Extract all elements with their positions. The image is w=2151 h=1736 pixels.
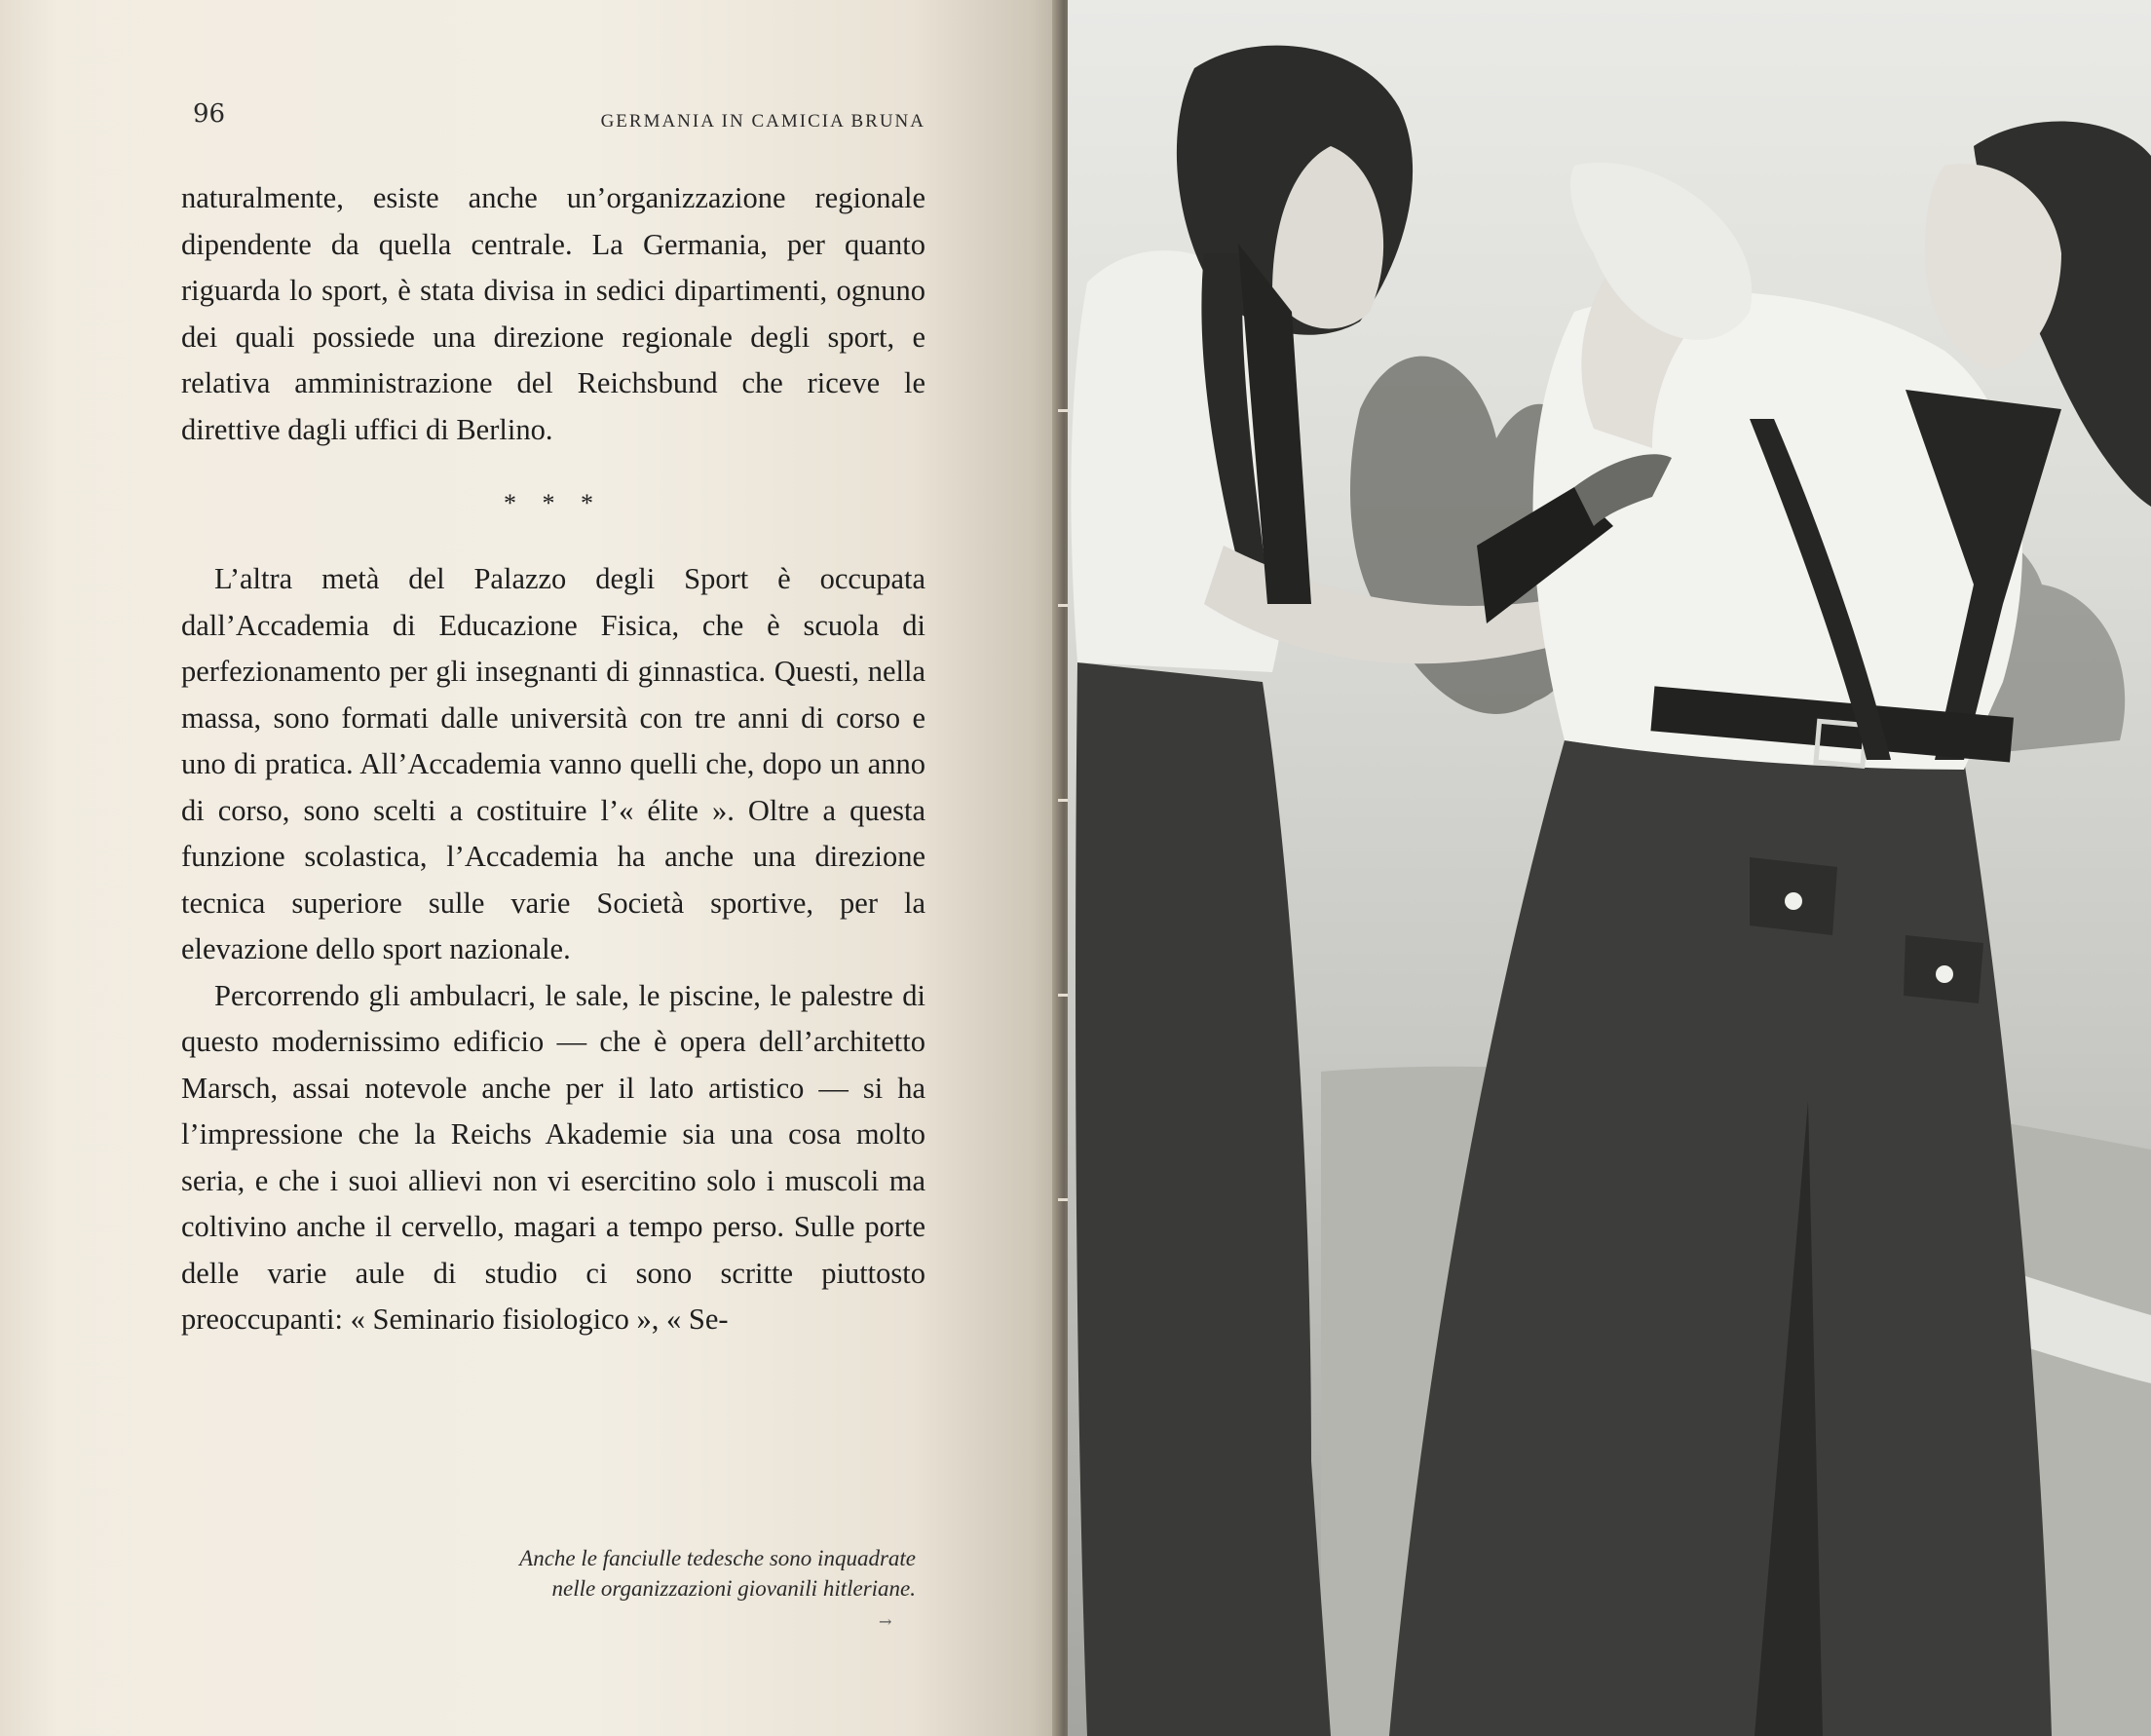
running-head-title: GERMANIA IN CAMICIA BRUNA bbox=[600, 111, 925, 132]
photograph bbox=[1068, 0, 2151, 1736]
left-page bbox=[0, 0, 1062, 1736]
caption-line-1: Anche le fanciulle tedesche sono inquadrate bbox=[519, 1546, 916, 1570]
paragraph-2: L’altra metà del Palazzo degli Sport è occupata dall’Accademia di Educazione Fisica, che è scuola di perfezionamento per gli insegnanti di ginnastica. Questi, nella massa, sono formati dalle università con tre anni di corso e uno di pratica. All’Accademia vanno quelli che, dopo un anno di corso, sono scelti a costituire l’« élite ». Oltre a questa funzione scolastica, l’Accademia ha anche una direzione tecnica superiore sulle varie Società sportive, per la elevazione dello sport nazionale. bbox=[181, 562, 925, 965]
photo-illustration bbox=[1068, 0, 2151, 1736]
page-number: 96 bbox=[193, 99, 226, 129]
binding-stitch bbox=[1058, 1198, 1068, 1201]
binding-stitch bbox=[1058, 604, 1068, 607]
body-text bbox=[181, 175, 925, 1343]
running-head bbox=[193, 99, 925, 138]
pocket-button bbox=[1785, 892, 1802, 910]
binding-stitch bbox=[1058, 799, 1068, 802]
caption-line-2: nelle organizzazioni giovanili hitleriane. bbox=[551, 1576, 916, 1601]
right-girl-skirt bbox=[1389, 740, 2052, 1736]
photo-caption bbox=[370, 1543, 916, 1604]
binding-stitch bbox=[1058, 409, 1068, 412]
paragraph-1: naturalmente, esiste anche un’organizzazione regionale dipendente da quella centrale. La Germania, per quanto riguarda lo sport, è stata divisa in sedici dipartimenti, ognuno dei quali possiede una direzione regionale degli sport, e relativa amministrazione del Reichsbund che riceve le direttive dagli uffici di Berlino. bbox=[181, 181, 925, 446]
pocket-button-right bbox=[1936, 965, 1953, 983]
turn-page-mark: → bbox=[879, 1612, 892, 1631]
section-separator: * * * bbox=[504, 489, 603, 517]
binding-stitch bbox=[1058, 994, 1068, 997]
paragraph-3: Percorrendo gli ambulacri, le sale, le piscine, le palestre di questo modernissimo edificio — che è opera dell’architetto Marsch, assai notevole anche per il lato artistico — si ha l’impressione che la Reichs Akademie sia una cosa molto seria, e che i suoi allievi non vi esercitino solo i muscoli ma coltivino anche il cervello, magari a tempo perso. Sulle porte delle varie aule di studio ci sono scritte piuttosto preoccupanti: « Seminario fisiologico », « Se- bbox=[181, 978, 925, 1336]
